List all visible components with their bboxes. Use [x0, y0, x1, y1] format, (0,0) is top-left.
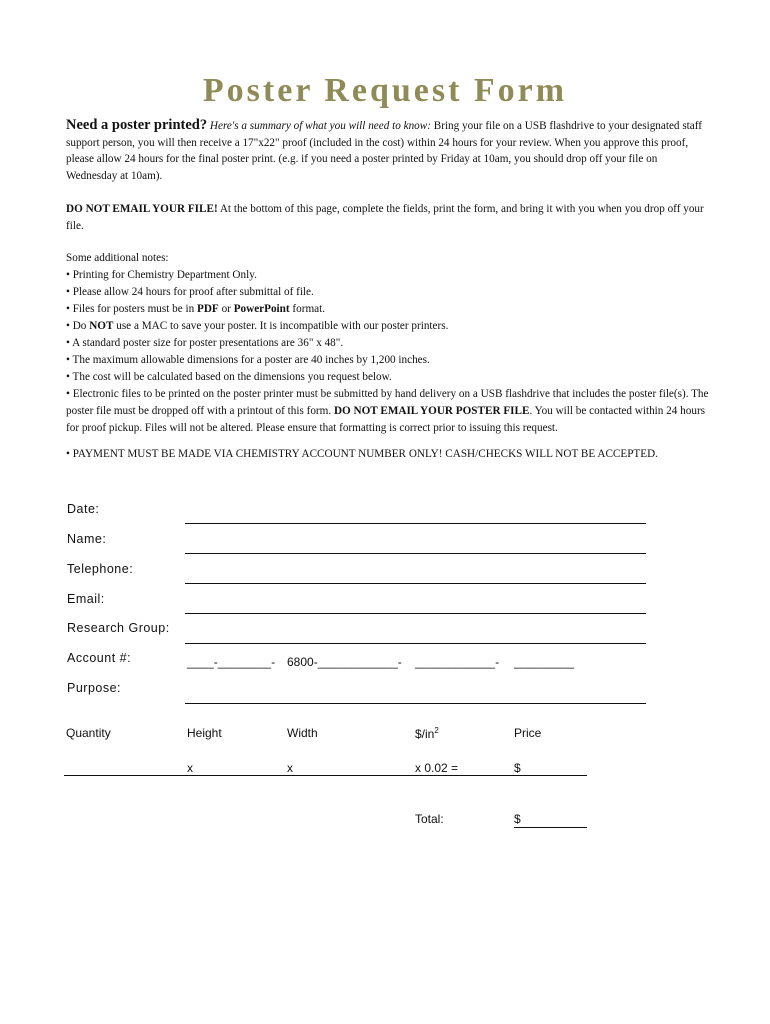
additional-notes [66, 250, 710, 437]
rate-header-sup: 2 [434, 726, 439, 735]
warning-text: At the bottom of this page, complete the fields, print the form, and bring it with you when you drop off your file. [66, 203, 704, 232]
date-label: Date: [67, 502, 100, 516]
note-item: • Please allow 24 hours for proof after submittal of file. [66, 286, 314, 298]
quantity-field[interactable] [64, 775, 175, 776]
intro-lead: Need a poster printed? [66, 117, 208, 133]
total-label: Total: [415, 812, 444, 826]
rate-value: x 0.02 = [415, 761, 459, 775]
date-field[interactable] [185, 523, 646, 524]
rate-header [415, 726, 439, 741]
warning-paragraph [66, 201, 706, 234]
quantity-header: Quantity [66, 726, 111, 740]
intro-paragraph [66, 117, 706, 184]
research-group-label: Research Group: [67, 621, 170, 635]
total-field[interactable] [514, 827, 587, 828]
width-header: Width [287, 726, 318, 740]
intro-body: Bring your file on a USB flashdrive to your designated staff support person, you will then receive a 17"x22" proof (included in the cost) within 24 hours for your review. When you approve this proof, please allow 24 hours for the final poster print. (e.g. if you need a poster printed by Friday at 10am, you should drop off your file on Wednesday at 10am). [66, 120, 702, 182]
note-text: or [218, 303, 234, 315]
note-text: . You will be contacted within 24 hours for proof pickup. Files will not be altered. Please ensure that formatting is correct prior to issuing this request. [66, 405, 706, 434]
note-text: • Electronic files to be printed on the poster printer must be submitted by hand delivery on a USB flashdrive that includes the poster file(s). The poster file must be dropped off with a printout of this form. [66, 388, 709, 417]
account-segment-3[interactable]: ____________- [415, 655, 500, 669]
account-segment-4[interactable]: _________ [514, 655, 575, 669]
price-dollar-sign: $ [514, 761, 521, 775]
note-text: use a MAC to save your poster. It is incompatible with our poster printers. [113, 320, 449, 332]
multiply-sign: x [187, 761, 193, 775]
warning-bold: DO NOT EMAIL YOUR FILE! [66, 203, 218, 215]
name-field[interactable] [185, 553, 646, 554]
price-header: Price [514, 726, 542, 740]
note-bold: PDF [197, 303, 219, 315]
telephone-field[interactable] [185, 583, 646, 584]
note-bold: NOT [89, 320, 114, 332]
dimensions-price-line[interactable] [175, 775, 587, 776]
note-text: • Files for posters must be in [66, 303, 198, 315]
email-label: Email: [67, 592, 105, 606]
note-item: • Printing for Chemistry Department Only. [66, 269, 257, 281]
note-text: format. [289, 303, 326, 315]
rate-header-text: $/in [415, 727, 435, 741]
total-dollar-sign: $ [514, 812, 521, 826]
note-item [66, 318, 710, 335]
intro-summary: Here's a summary of what you will need to know: [209, 120, 431, 132]
payment-note: • PAYMENT MUST BE MADE VIA CHEMISTRY ACCOUNT NUMBER ONLY! CASH/CHECKS WILL NOT BE ACCEPTED. [66, 448, 658, 460]
note-bold: DO NOT EMAIL YOUR POSTER FILE [333, 405, 530, 417]
telephone-label: Telephone: [67, 562, 134, 576]
account-label: Account #: [67, 651, 132, 665]
note-item [66, 386, 710, 437]
multiply-sign: x [287, 761, 293, 775]
note-item [66, 301, 710, 318]
purpose-label: Purpose: [67, 681, 122, 695]
height-header: Height [187, 726, 222, 740]
note-item: • The cost will be calculated based on the dimensions you request below. [66, 371, 392, 383]
note-bold: PowerPoint [233, 303, 290, 315]
account-segment-1[interactable]: ____-________- [187, 655, 276, 669]
research-group-field[interactable] [185, 643, 646, 644]
notes-heading: Some additional notes: [66, 252, 169, 264]
note-item: • The maximum allowable dimensions for a poster are 40 inches by 1,200 inches. [66, 354, 430, 366]
account-segment-2[interactable]: 6800-____________- [287, 655, 402, 669]
email-field[interactable] [185, 613, 646, 614]
note-text: • Do [66, 320, 90, 332]
purpose-field[interactable] [185, 703, 646, 704]
note-item: • A standard poster size for poster presentations are 36" x 48". [66, 337, 344, 349]
page-title: Poster Request Form [202, 72, 568, 109]
name-label: Name: [67, 532, 107, 546]
